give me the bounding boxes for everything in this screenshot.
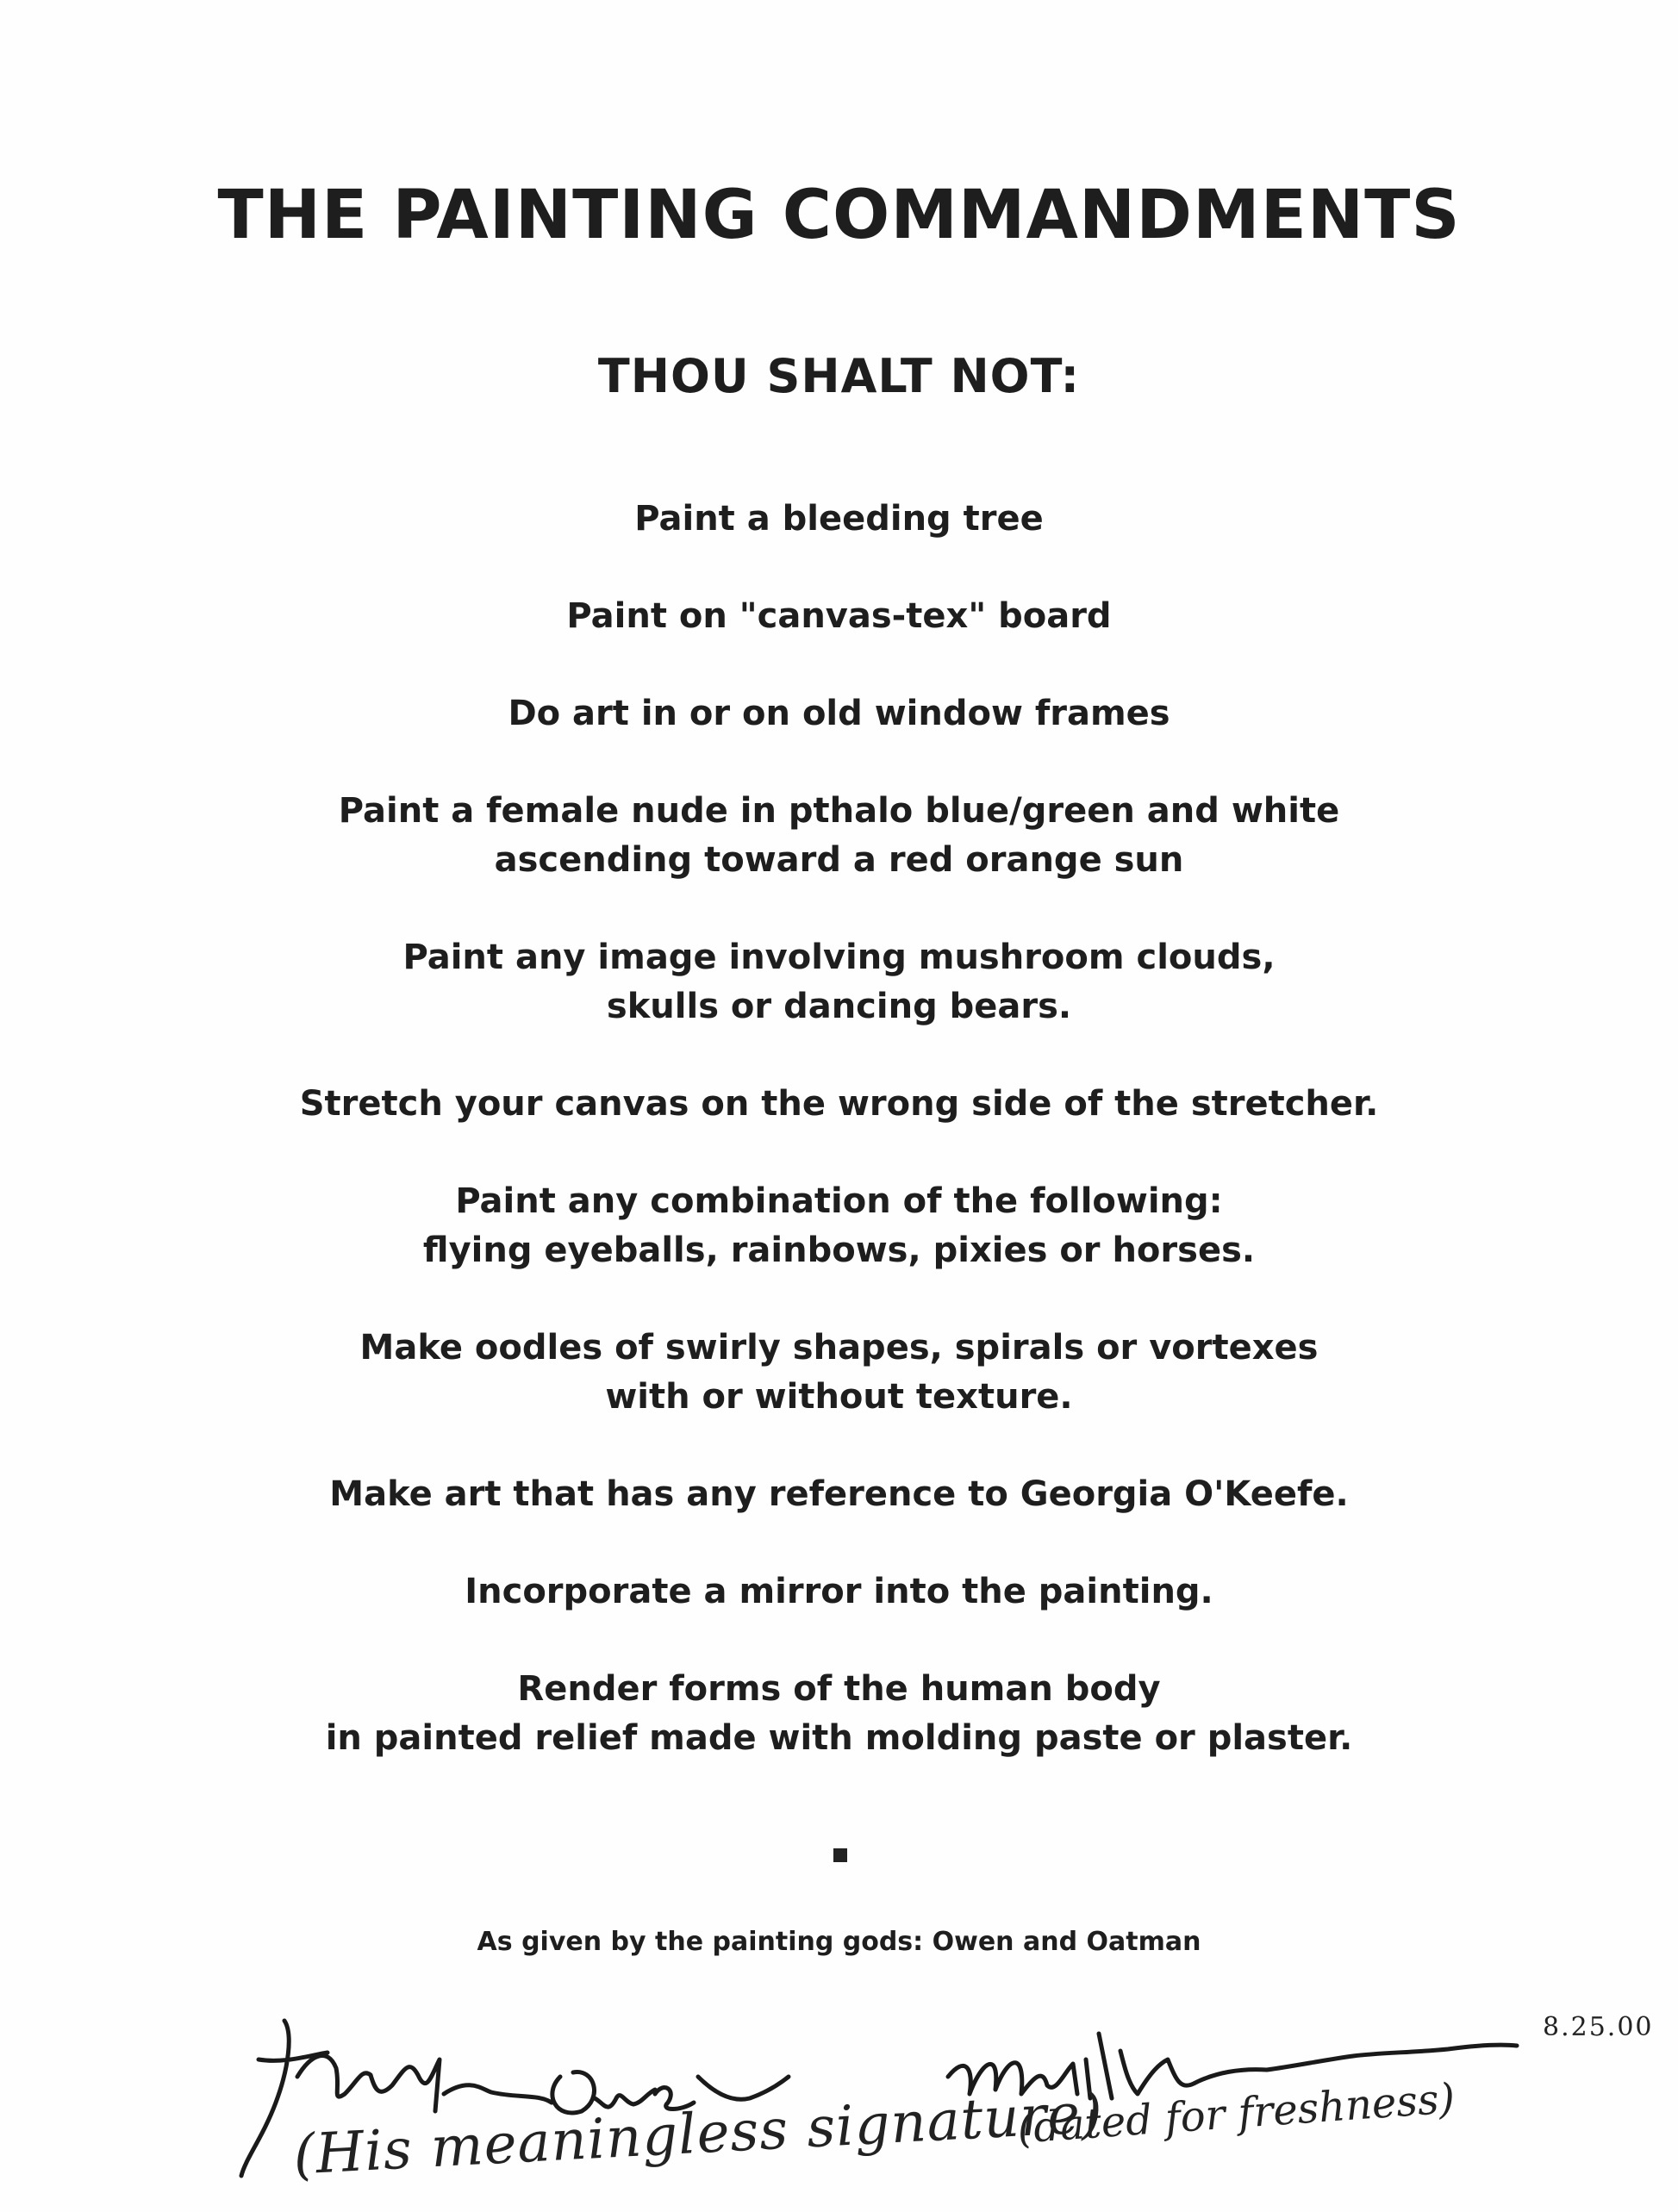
commandment-item xyxy=(0,1177,1678,1275)
signature-area xyxy=(0,1973,1678,2212)
commandment-line: in painted relief made with molding paste or plaster. xyxy=(325,1718,1353,1758)
commandment-line: ascending toward a red orange sun xyxy=(494,840,1184,880)
commandment-item xyxy=(0,1080,1678,1129)
commandment-item xyxy=(0,689,1678,738)
commandment-line: with or without texture. xyxy=(605,1377,1073,1417)
handwritten-note-signature: (His meaningless signature) xyxy=(291,2081,1105,2188)
handwritten-note-dated: (dated for freshness) xyxy=(1015,2074,1457,2153)
page-title: THE PAINTING COMMANDMENTS xyxy=(217,177,1461,254)
page-subtitle: THOU SHALT NOT: xyxy=(597,349,1081,403)
commandment-line: Paint any combination of the following: xyxy=(455,1181,1223,1221)
commandment-line: Stretch your canvas on the wrong side of the stretcher. xyxy=(299,1084,1379,1124)
commandment-item xyxy=(0,787,1678,885)
commandment-line: Make art that has any reference to Georgia O'Keefe. xyxy=(329,1474,1349,1514)
commandment-line: Make oodles of swirly shapes, spirals or vortexes xyxy=(359,1328,1319,1368)
commandment-line: skulls or dancing bears. xyxy=(606,987,1072,1026)
commandment-item xyxy=(0,1665,1678,1763)
commandment-item xyxy=(0,592,1678,641)
commandment-line: Paint any image involving mushroom clouds, xyxy=(402,938,1276,977)
commandment-line: flying eyeballs, rainbows, pixies or horses. xyxy=(422,1231,1256,1270)
section-bullet xyxy=(833,1848,847,1862)
commandment-line: Paint on "canvas-tex" board xyxy=(566,596,1112,636)
handwritten-date: 8.25.00 xyxy=(1543,2012,1654,2042)
commandment-line: Incorporate a mirror into the painting. xyxy=(465,1572,1213,1611)
commandment-line: Do art in or on old window frames xyxy=(508,694,1170,733)
commandment-item xyxy=(0,1567,1678,1617)
commandment-item xyxy=(0,1324,1678,1422)
commandment-line: Render forms of the human body xyxy=(517,1669,1161,1709)
credit-line: As given by the painting gods: Owen and Oatman xyxy=(477,1927,1201,1957)
commandment-item xyxy=(0,495,1678,544)
commandment-line: Paint a female nude in pthalo blue/green and white xyxy=(338,791,1340,831)
commandment-line: Paint a bleeding tree xyxy=(634,499,1044,539)
commandments-list xyxy=(0,495,1678,1811)
commandment-item xyxy=(0,933,1678,1031)
commandment-item xyxy=(0,1470,1678,1519)
